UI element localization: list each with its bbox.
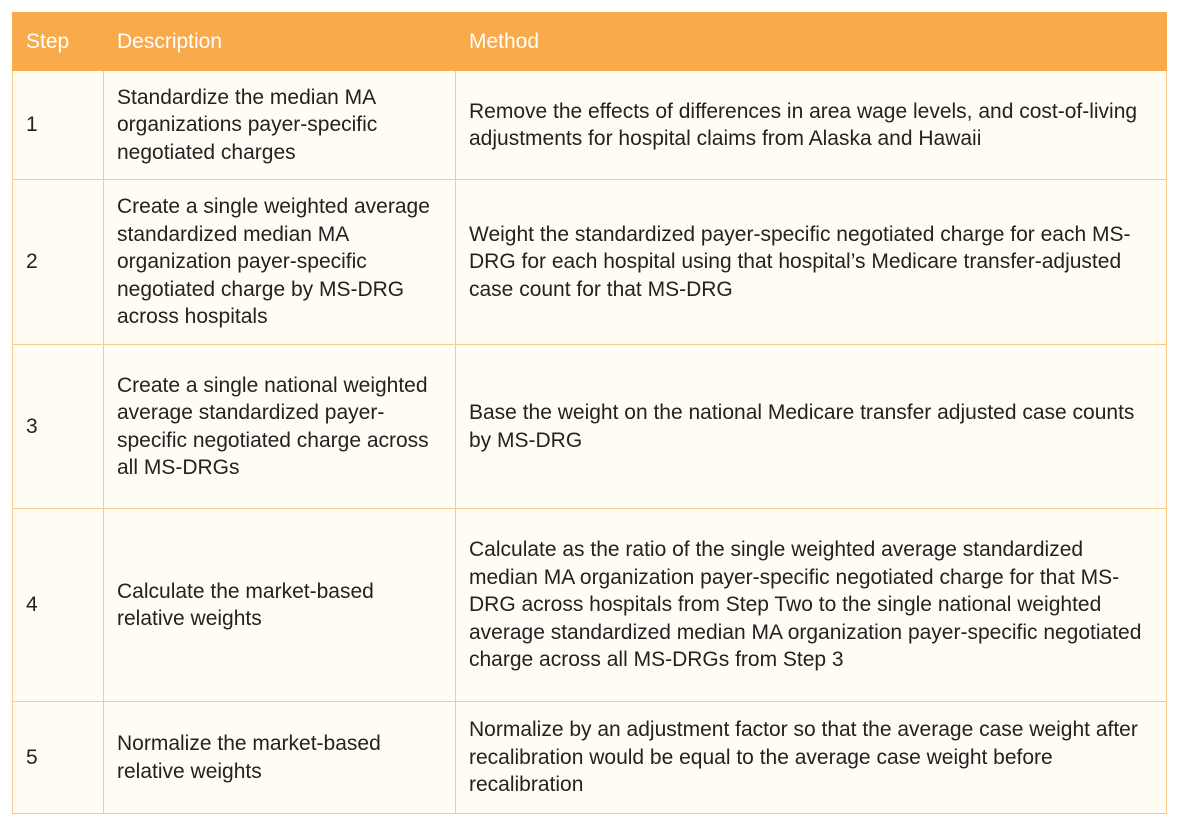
table-row <box>13 702 1167 814</box>
header-description: Description <box>104 13 456 71</box>
description-cell: Calculate the market-based relative weights <box>104 509 456 702</box>
description-cell: Normalize the market-based relative weights <box>104 702 456 814</box>
method-cell: Base the weight on the national Medicare transfer adjusted case counts by MS-DRG <box>456 345 1167 509</box>
step-cell: 3 <box>13 345 104 509</box>
methodology-table <box>12 12 1167 814</box>
header-row <box>13 13 1167 71</box>
table-row <box>13 71 1167 180</box>
step-cell: 2 <box>13 180 104 345</box>
table-header <box>13 13 1167 71</box>
description-cell: Create a single weighted average standardized median MA organization payer-specific negotiated charge by MS-DRG across hospitals <box>104 180 456 345</box>
method-cell: Remove the effects of differences in area wage levels, and cost-of-living adjustments for hospital claims from Alaska and Hawaii <box>456 71 1167 180</box>
method-cell: Normalize by an adjustment factor so that the average case weight after recalibration would be equal to the average case weight before recalibration <box>456 702 1167 814</box>
description-cell: Standardize the median MA organizations payer-specific negotiated charges <box>104 71 456 180</box>
header-method: Method <box>456 13 1167 71</box>
step-cell: 1 <box>13 71 104 180</box>
method-cell: Weight the standardized payer-specific negotiated charge for each MS-DRG for each hospital using that hospital’s Medicare transfer-adjusted case count for that MS-DRG <box>456 180 1167 345</box>
method-cell: Calculate as the ratio of the single weighted average standardized median MA organization payer-specific negotiated charge for that MS-DRG across hospitals from Step Two to the single national weighted average standardized median MA organization payer-specific negotiated charge across all MS-DRGs from Step 3 <box>456 509 1167 702</box>
table-body <box>13 71 1167 814</box>
table-row <box>13 180 1167 345</box>
header-step: Step <box>13 13 104 71</box>
step-cell: 4 <box>13 509 104 702</box>
step-cell: 5 <box>13 702 104 814</box>
description-cell: Create a single national weighted average standardized payer-specific negotiated charge across all MS-DRGs <box>104 345 456 509</box>
table-row <box>13 345 1167 509</box>
table-row <box>13 509 1167 702</box>
